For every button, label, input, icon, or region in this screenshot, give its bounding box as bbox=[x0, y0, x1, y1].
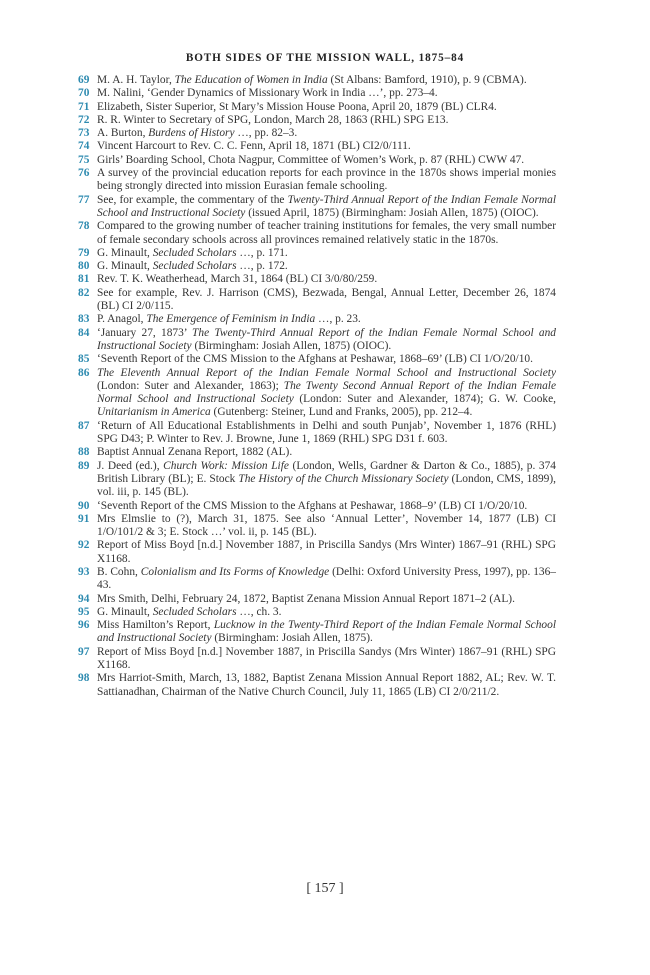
endnote-number: 77 bbox=[78, 193, 90, 206]
endnote bbox=[78, 313, 556, 326]
endnote-number: 94 bbox=[78, 592, 90, 605]
endnote-title-italic: Church Work: Mission Life bbox=[163, 459, 289, 472]
endnote bbox=[78, 460, 556, 500]
endnote bbox=[78, 287, 556, 314]
endnote-text-segment: …, pp. 82–3. bbox=[234, 127, 298, 140]
endnote-text-segment: Elizabeth, Sister Superior, St Mary’s Mission House Poona, April 20, 1879 (BL) CLR4. bbox=[97, 100, 497, 113]
endnotes-list bbox=[78, 74, 556, 699]
endnote-text-segment: (Birmingham: Josiah Allen, 1875) (OIOC). bbox=[191, 339, 392, 352]
endnote-text bbox=[97, 101, 556, 114]
endnote bbox=[78, 114, 556, 127]
endnote-text-segment: (St Albans: Bamford, 1910), p. 9 (CBMA). bbox=[327, 74, 527, 86]
endnote-number: 82 bbox=[78, 286, 90, 299]
endnote-title-italic: Twenty-Third Annual Report of the Indian Female Normal School and Instructional Society bbox=[97, 193, 556, 219]
endnote bbox=[78, 367, 556, 420]
endnote-text-segment: (London: Suter and Alexander, 1863); bbox=[97, 379, 284, 392]
endnote-text-segment: M. A. H. Taylor, bbox=[97, 74, 175, 86]
endnote-text-segment: Vincent Harcourt to Rev. C. C. Fenn, April 18, 1871 (BL) CI2/0/111. bbox=[97, 140, 411, 153]
endnote-title-italic: The Emergence of Feminism in India bbox=[146, 313, 316, 326]
endnote-text-segment: Compared to the growing number of teacher training institutions for females, the very small number of female secondary schools across all provinces remained relatively static in the 1870s. bbox=[97, 220, 556, 246]
endnote-text bbox=[97, 273, 556, 286]
endnote-number: 70 bbox=[78, 87, 90, 100]
endnote-text bbox=[97, 327, 556, 354]
endnote-text-segment: Girls’ Boarding School, Chota Nagpur, Committee of Women’s Work, p. 87 (RHL) CWW 47. bbox=[97, 153, 525, 166]
endnote-text bbox=[97, 460, 556, 500]
endnote-text-segment: (issued April, 1875) (Birmingham: Josiah Allen, 1875) (OIOC). bbox=[245, 206, 539, 219]
endnote-title-italic: Colonialism and Its Forms of Knowledge bbox=[140, 565, 330, 578]
endnote-text bbox=[97, 513, 556, 540]
endnote bbox=[78, 247, 556, 260]
endnote-text-segment: See for example, Rev. J. Harrison (CMS), Bezwada, Bengal, Annual Letter, December 26, 1874 (BL) CI 2/0/115. bbox=[97, 286, 556, 313]
endnote bbox=[78, 167, 556, 194]
endnote-text bbox=[97, 194, 556, 221]
endnote-text-segment: G. Minault, bbox=[97, 246, 153, 259]
endnote-number: 88 bbox=[78, 446, 90, 459]
endnote-text bbox=[97, 446, 556, 459]
endnote-text-segment: ‘Seventh Report of the CMS Mission to the Afghans at Peshawar, 1868–69’ (LB) CI 1/O/20/10. bbox=[97, 353, 533, 366]
endnote bbox=[78, 220, 556, 247]
endnote-number: 69 bbox=[78, 74, 90, 86]
endnote-text-segment: (Delhi: Oxford University Press, 1997), pp. 136–43. bbox=[97, 565, 556, 592]
endnote-title-italic: The Eleventh Annual Report of the Indian Female Normal School and Instructional Society bbox=[97, 366, 556, 379]
endnote-text bbox=[97, 672, 556, 699]
endnote-text-segment: …, ch. 3. bbox=[236, 605, 282, 618]
endnote-number: 92 bbox=[78, 539, 90, 552]
endnote-text bbox=[97, 619, 556, 646]
endnote-number: 79 bbox=[78, 246, 90, 259]
endnote-text bbox=[97, 566, 556, 593]
endnote-text bbox=[97, 420, 556, 447]
endnote bbox=[78, 446, 556, 459]
endnote bbox=[78, 327, 556, 354]
endnote bbox=[78, 154, 556, 167]
endnote bbox=[78, 87, 556, 100]
endnote bbox=[78, 593, 556, 606]
endnote-text bbox=[97, 167, 556, 194]
page-number: [ 157 ] bbox=[306, 881, 344, 896]
endnote-text bbox=[97, 539, 556, 566]
endnote bbox=[78, 539, 556, 566]
endnote bbox=[78, 140, 556, 153]
endnote-title-italic: Secluded Scholars bbox=[152, 246, 237, 259]
endnote-text-segment: (Birmingham: Josiah Allen, 1875). bbox=[211, 632, 373, 645]
endnote bbox=[78, 74, 556, 87]
endnote bbox=[78, 619, 556, 646]
endnote-text-segment: …, p. 172. bbox=[236, 260, 288, 273]
endnote-number: 71 bbox=[78, 100, 90, 113]
endnote-text-segment: A survey of the provincial education reports for each province in the 1870s shows imperial monies being strongly directed into mission Eurasian female schooling. bbox=[97, 167, 556, 193]
endnote-text-segment: Mrs Smith, Delhi, February 24, 1872, Baptist Zenana Mission Annual Report 1871–2 (AL). bbox=[97, 592, 515, 605]
endnote-title-italic: The History of the Church Missionary Society bbox=[238, 472, 449, 485]
endnote-text bbox=[97, 247, 556, 260]
endnote-text-segment: A. Burton, bbox=[97, 127, 149, 140]
endnote-text bbox=[97, 260, 556, 273]
endnote-text-segment: ‘Seventh Report of the CMS Mission to the Afghans at Peshawar, 1868–9’ (LB) CI 1/O/20/10. bbox=[97, 499, 528, 512]
endnote-text-segment: Report of Miss Boyd [n.d.] November 1887, in Priscilla Sandys (Mrs Winter) 1867–91 (RHL) SPG X1168. bbox=[97, 539, 556, 565]
endnote bbox=[78, 500, 556, 513]
endnote-number: 72 bbox=[78, 113, 90, 126]
endnote-number: 76 bbox=[78, 167, 90, 180]
endnote-text bbox=[97, 220, 556, 247]
endnote-text bbox=[97, 353, 556, 366]
endnote-text bbox=[97, 154, 556, 167]
endnote-text-segment: (London: Suter and Alexander, 1874); G. W. Cooke, bbox=[293, 393, 557, 406]
endnote-text-segment: (London, CMS, 1899), vol. iii, p. 145 (BL). bbox=[97, 472, 557, 499]
endnote-number: 75 bbox=[78, 153, 90, 166]
endnote-number: 89 bbox=[78, 459, 90, 472]
endnote bbox=[78, 273, 556, 286]
endnote bbox=[78, 420, 556, 447]
endnote-text bbox=[97, 500, 556, 513]
endnote-text-segment: (London, Wells, Gardner & Darton & Co., 1885), p. 374 British Library (BL); E. Stock bbox=[97, 459, 556, 485]
endnote-text bbox=[97, 87, 556, 100]
endnote bbox=[78, 672, 556, 699]
endnote-number: 98 bbox=[78, 672, 90, 685]
endnote-text bbox=[97, 593, 556, 606]
endnote-number: 83 bbox=[78, 313, 90, 326]
endnote-title-italic: The Twenty-Third Annual Report of the Indian Female Normal School and Instructional Society bbox=[97, 326, 556, 352]
endnote-number: 80 bbox=[78, 260, 90, 273]
endnote bbox=[78, 353, 556, 366]
endnote-text-segment: (Gutenberg: Steiner, Lund and Franks, 2005), pp. 212–4. bbox=[210, 406, 473, 419]
endnote-number: 93 bbox=[78, 565, 90, 578]
endnote bbox=[78, 101, 556, 114]
endnote-text bbox=[97, 140, 556, 153]
endnote-text-segment: Report of Miss Boyd [n.d.] November 1887, in Priscilla Sandys (Mrs Winter) 1867–91 (RHL) SPG X1168. bbox=[97, 645, 556, 672]
endnote-number: 95 bbox=[78, 605, 90, 618]
endnote-text-segment: G. Minault, bbox=[97, 605, 153, 618]
endnote-text-segment: Mrs Harriot-Smith, March, 13, 1882, Baptist Zenana Mission Annual Report 1882, AL; Rev. W. T. Sattianadhan, Chairman of the Native Church Council, July 11, 1865 (LB) CI 2/0/211/2. bbox=[97, 672, 556, 698]
endnote-text-segment: …, p. 23. bbox=[315, 313, 361, 326]
endnote-text-segment: Rev. T. K. Weatherhead, March 31, 1864 (BL) CI 3/0/80/259. bbox=[97, 273, 378, 286]
endnote-title-italic: Secluded Scholars bbox=[152, 260, 237, 273]
endnote-text bbox=[97, 606, 556, 619]
endnote-text-segment: R. R. Winter to Secretary of SPG, London, March 28, 1863 (RHL) SPG E13. bbox=[97, 113, 449, 126]
endnote-number: 85 bbox=[78, 353, 90, 366]
endnote-number: 78 bbox=[78, 220, 90, 233]
endnote-text-segment: Miss Hamilton’s Report, bbox=[97, 619, 214, 632]
endnote-title-italic: Unitarianism in America bbox=[97, 406, 211, 419]
endnote-text-segment: M. Nalini, ‘Gender Dynamics of Missionary Work in India …’, pp. 273–4. bbox=[97, 87, 438, 100]
endnote bbox=[78, 513, 556, 540]
endnote-title-italic: The Education of Women in India bbox=[174, 74, 328, 86]
endnote-number: 91 bbox=[78, 512, 90, 525]
endnote bbox=[78, 127, 556, 140]
endnote-number: 86 bbox=[78, 366, 90, 379]
endnote-number: 81 bbox=[78, 273, 90, 286]
endnote-number: 73 bbox=[78, 127, 90, 140]
running-header: BOTH SIDES OF THE MISSION WALL, 1875–84 bbox=[185, 52, 465, 64]
endnote-text-segment: See, for example, the commentary of the bbox=[97, 193, 288, 206]
endnote-text bbox=[97, 313, 556, 326]
endnote-text-segment: Mrs Elmslie to (?), March 31, 1875. See also ‘Annual Letter’, November 14, 1877 (LB) CI 1/O/101/2 & 3; E. Stock …’ vol. ii, p. 145 (BL). bbox=[97, 512, 556, 539]
endnote-text-segment: Baptist Annual Zenana Report, 1882 (AL). bbox=[97, 446, 293, 459]
endnote-title-italic: Secluded Scholars bbox=[152, 605, 237, 618]
endnote-number: 87 bbox=[78, 419, 90, 432]
endnote-text-segment: …, p. 171. bbox=[236, 246, 288, 259]
endnote-text-segment: B. Cohn, bbox=[97, 565, 141, 578]
endnote-text-segment: ‘Return of All Educational Establishments in Delhi and south Punjab’, November 1, 1876 (RHL) SPG D43; P. Winter to Rev. J. Browne, June 1, 1869 (RHL) SPG D31 f. 603. bbox=[97, 419, 556, 446]
endnote-text-segment: P. Anagol, bbox=[97, 313, 147, 326]
endnote-title-italic: The Twenty Second Annual Report of the Indian Female Normal School and Instructional Society bbox=[97, 379, 556, 406]
endnote-number: 97 bbox=[78, 645, 90, 658]
endnote-text bbox=[97, 646, 556, 673]
endnote bbox=[78, 606, 556, 619]
endnote-title-italic: Burdens of History bbox=[148, 127, 235, 140]
endnote-text bbox=[97, 114, 556, 127]
endnote-text bbox=[97, 367, 556, 420]
endnote bbox=[78, 260, 556, 273]
endnote-number: 90 bbox=[78, 499, 90, 512]
endnote bbox=[78, 194, 556, 221]
endnote-title-italic: Lucknow in the Twenty-Third Report of the Indian Female Normal School and Instructional Society bbox=[97, 619, 556, 645]
endnote-text-segment: J. Deed (ed.), bbox=[97, 459, 164, 472]
endnote-number: 74 bbox=[78, 140, 90, 153]
endnote-text bbox=[97, 287, 556, 314]
endnote bbox=[78, 646, 556, 673]
endnote-text bbox=[97, 127, 556, 140]
endnote-text-segment: ‘January 27, 1873’ bbox=[97, 326, 193, 339]
endnote-text-segment: G. Minault, bbox=[97, 260, 153, 273]
endnote-number: 96 bbox=[78, 619, 90, 632]
endnote-number: 84 bbox=[78, 326, 90, 339]
endnote bbox=[78, 566, 556, 593]
endnote-text bbox=[97, 74, 556, 87]
